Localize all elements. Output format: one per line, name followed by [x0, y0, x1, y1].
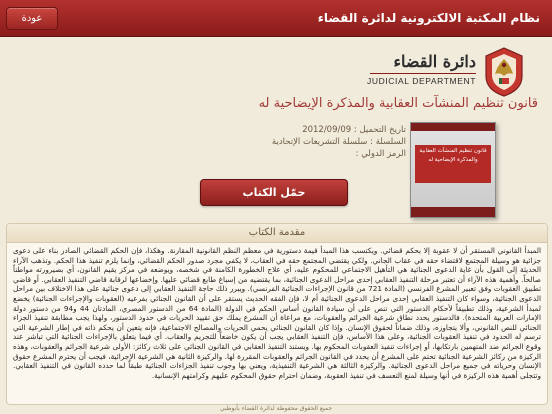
logo-arabic-text: دائرة القضاء: [393, 52, 476, 71]
upload-date: تاريخ التحميل : 2012/09/09: [302, 125, 406, 135]
book-series: السلسلة : سلسلة التشريعات الإتحادية: [271, 137, 406, 147]
book-title: قانون تنظيم المنشآت العقابية والمذكرة الإيضاحية له: [258, 96, 538, 111]
cover-bottom-band: [411, 207, 495, 217]
book-isbn: الرمز الدولي :: [355, 149, 406, 159]
cover-title: قانون تنظيم المنشآت العقابية والمذكرة الإيضاحية له: [415, 145, 491, 183]
back-button[interactable]: عودة: [6, 7, 58, 30]
logo-divider: [370, 73, 476, 74]
top-navbar: [0, 0, 552, 37]
copyright-footer: جميع الحقوق محفوظة لدائرة القضاء بأبوظبي: [219, 405, 333, 412]
logo-english-text: JUDICIAL DEPARTMENT: [366, 76, 476, 86]
introduction-header: مقدمة الكتاب: [7, 224, 547, 243]
navbar-title: نظام المكتبة الالكترونية لدائرة القضاء: [317, 11, 540, 25]
judicial-department-logo: [366, 46, 526, 98]
falcon-emblem-icon: [482, 46, 526, 98]
book-metadata: [272, 124, 406, 160]
download-book-button[interactable]: حمّل الكتاب: [200, 179, 348, 206]
cover-top-band: [411, 123, 495, 131]
book-cover: [410, 122, 496, 218]
introduction-text[interactable]: المبدأ القانوني المستقر أن لا عقوبة إلا بحكم قضائي. ويكتسب هذا المبدأ قيمة دستورية في معظم النظم القانونية المقارنة. وهكذا، فإن الحكم القضائي الصادر بناء على دعوى جزائية هو وسيلة المجتمع لاقتضاء حقه في عقاب الجاني. ولكي يقتضي المجتمع حقه في العقاب، لا يكفي مجرد صدور الحكم القضائي، وإنما يلزم تنفيذ هذا الحكم. وتذهب الآراء الحديثة إلى القول بأن غاية الدعوى الجنائية هي التأهيل الاجتماعي للمحكوم عليه، أي علاج الخطورة الكامنة في شخصه، ويوضعه في مركز يقيم القانون، أي بصيرورته مواطناً صالحاً. وأهمية هذه الآراء أن تعتبر مرحلة التنفيذ العقابي إحدى مراحل الدعوى الجنائية، بما يقتضيه من إسباغ طابع قضائي عليها. وإخضاعها لرقابة قاضي التنفيذ العقابي. أو قاضي تطبيق العقوبات وفق تعبير المشرع الفرنسي (المادة 721 من قانون الإجراءات الجنائية الفرنسي). ويبرر ذلك حاجة التنفيذ العقابي إلى دعوى جنائية على هذا الاختلاف بين مراحل الدعوى الجنائية، وسواء كان التنفيذ العقابي إحدى مراحل الدعوى الجنائية أم لا، فإن الفقه الحديث يستقر على أن القانون الجنائي بفرعيه (العقوبات والإجراءات الجنائية) يخضع لمبدأ الشرعية، وذلك تطبيقاً لأحكام الدستور التي تنص على أن سيادة القانون أساس الحكم في الدولة (المادة 64 من الدستور المصري، المادتان 44 و94 من دستور دولة الإمارات العربية المتحدة). فالدستور يحدد نطاق شرعية الجرائم والعقوبات، مع مراعاة أن المشرع يملك حق تقييد الحريات في حدود الدستور، ولهذا يجب مطابقة تنفيذ الجزاء الجنائي للنص القانوني، وألا يتجاوزه، وذلك ضماناً لحقوق الإنسان. وإذا كان القانون الجنائي يحمي الحريات والمصالح الاجتماعية، فإنه يتعين أن يحكم ذاته في إطار الشرعية التي ترسم له الحدود في تنفيذ العقوبات الجنائية، وعلى هذا الأساس، فإن التنفيذ العقابي يجب أن يكون خاضعاً للتجريم والعقاب. أي فيما يتعلق بالإجراءات الجنائية التي تباشر عند وقوع الجرائم ضد المتهمين بارتكابها، أو إجراءات تنفيذ العقوبات المحكوم بها. ويستند التنفيذ العقابي في القانون الجنائي على ثلاث ركائز: الأولى شرعية الجرائم والعقوبات، وهذه الركيزة من ركائز الشرعية الجنائية تحتم على المشرع أن يحدد في القانون الجرائم والعقوبات المقررة لها. والركيزة الثانية هي الشرعية الإجرائية، فيجب أن يحترم المشرع حقوق الإنسان وحرياته في جميع مراحل الدعوى الجنائية. والركيزة الثالثة هي الشرعية التنفيذية، ويعني بها وجوب تنفيذ الجزاءات الجنائية طبقاً لما حدده القانون في التنفيذ العقابي. وتتجلى أهمية هذه الركيزة في أنها وسيلة لمنع التعسف في تنفيذ العقوبة، وضمان احترام حقوق المحكوم عليهم وكرامتهم الإنسانية.: [13, 246, 542, 380]
book-introduction-panel: [6, 223, 548, 405]
